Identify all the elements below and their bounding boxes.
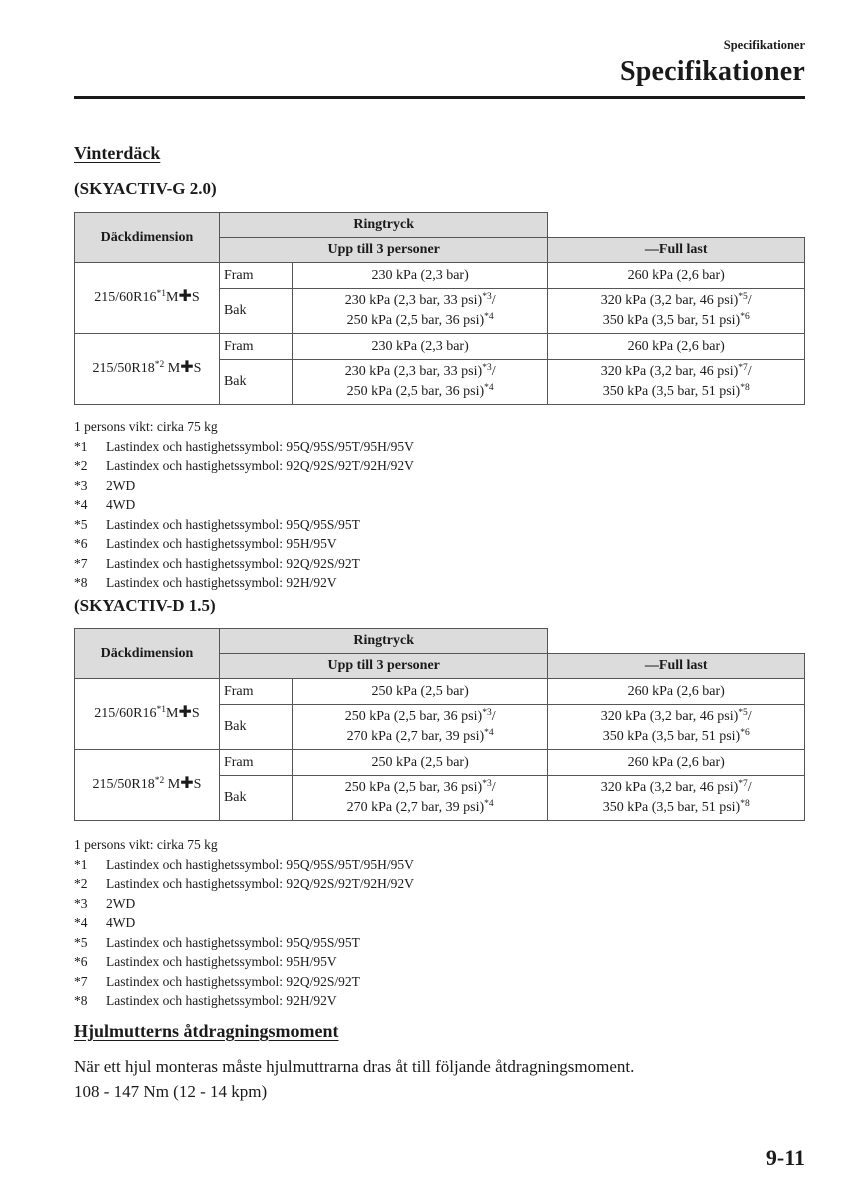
value-cell: 250 kPa (2,5 bar) bbox=[292, 750, 548, 776]
note-item: *7 Lastindex och hastighetssymbol: 92Q/92S/92T bbox=[74, 555, 360, 571]
note-item: *4 4WD bbox=[74, 497, 136, 512]
note-item: *1 Lastindex och hastighetssymbol: 95Q/95S/95T/95H/95V bbox=[74, 438, 414, 454]
position-bak: Bak bbox=[219, 776, 292, 821]
note-item: *5 Lastindex och hastighetssymbol: 95Q/95S/95T bbox=[74, 934, 360, 950]
tire-pressure-table-g bbox=[74, 212, 805, 405]
note-item: *5 Lastindex och hastighetssymbol: 95Q/95S/95T bbox=[74, 516, 360, 532]
page-number: 9-11 bbox=[765, 1145, 805, 1170]
dimension-cell-2: 215/50R18$^{*2}$ M✚S bbox=[75, 750, 220, 821]
value-cell: 230 kPa (2,3 bar) bbox=[292, 263, 548, 289]
value-cell: 320 kPa (3,2 bar, 46 psi)$^{*5}$/ 350 kPa (3,5 bar, 51 psi)$^{*6}$ bbox=[548, 705, 805, 750]
note-weight: 1 persons vikt: cirka 75 kg bbox=[74, 419, 218, 434]
value-cell: 250 kPa (2,5 bar) bbox=[292, 679, 548, 705]
header-upp-till-3: Upp till 3 personer bbox=[219, 238, 547, 263]
header-ringtryck: Ringtryck bbox=[219, 213, 547, 238]
dimension-cell-1: 215/60R16$^{*1}$M✚S bbox=[75, 679, 220, 750]
footnotes-g bbox=[74, 417, 414, 593]
value-cell: 260 kPa (2,6 bar) bbox=[548, 263, 805, 289]
note-item: *3 2WD bbox=[74, 895, 136, 911]
footnotes-d bbox=[74, 835, 414, 1011]
value-cell: 320 kPa (3,2 bar, 46 psi)$^{*7}$/ 350 kPa (3,5 bar, 51 psi)$^{*8}$ bbox=[548, 776, 805, 821]
value-cell: 260 kPa (2,6 bar) bbox=[548, 750, 805, 776]
plus-icon: ✚ bbox=[178, 286, 192, 305]
section-title-hjulmuttern: Hjulmutterns åtdragningsmoment bbox=[74, 1021, 339, 1041]
note-item: *8 Lastindex och hastighetssymbol: 92H/92V bbox=[74, 575, 337, 590]
running-header: Specifikationer bbox=[723, 38, 805, 52]
position-bak: Bak bbox=[219, 705, 292, 750]
value-cell: 230 kPa (2,3 bar, 33 psi)$^{*3}$/ 250 kPa (2,5 bar, 36 psi)$^{*4}$ bbox=[292, 289, 548, 334]
header-dimension: Däckdimension bbox=[75, 629, 220, 679]
value-cell: 230 kPa (2,3 bar) bbox=[292, 334, 548, 360]
subtitle-skyactiv-g: (SKYACTIV-G 2.0) bbox=[74, 179, 217, 198]
value-cell: 250 kPa (2,5 bar, 36 psi)$^{*3}$/ 270 kPa (2,7 bar, 39 psi)$^{*4}$ bbox=[292, 705, 548, 750]
header-upp-till-3: Upp till 3 personer bbox=[219, 654, 547, 679]
subtitle-skyactiv-d: (SKYACTIV-D 1.5) bbox=[74, 596, 216, 615]
value-cell: 260 kPa (2,6 bar) bbox=[548, 334, 805, 360]
position-bak: Bak bbox=[219, 360, 292, 405]
note-weight: 1 persons vikt: cirka 75 kg bbox=[74, 837, 218, 852]
header-dimension: Däckdimension bbox=[75, 213, 220, 263]
torque-description: När ett hjul monteras måste hjulmuttrarna dras åt till följande åtdragningsmoment. bbox=[74, 1057, 635, 1076]
value-cell: 320 kPa (3,2 bar, 46 psi)$^{*7}$/ 350 kPa (3,5 bar, 51 psi)$^{*8}$ bbox=[548, 360, 805, 405]
position-bak: Bak bbox=[219, 289, 292, 334]
note-item: *2 Lastindex och hastighetssymbol: 92Q/92S/92T/92H/92V bbox=[74, 458, 414, 473]
dimension-cell-1: 215/60R16$^{*1}$M✚S bbox=[75, 263, 220, 334]
header-full-last: —Full last bbox=[548, 238, 805, 263]
position-fram: Fram bbox=[219, 679, 292, 705]
plus-icon: ✚ bbox=[180, 773, 194, 792]
value-cell: 250 kPa (2,5 bar, 36 psi)$^{*3}$/ 270 kPa (2,7 bar, 39 psi)$^{*4}$ bbox=[292, 776, 548, 821]
value-cell: 230 kPa (2,3 bar, 33 psi)$^{*3}$/ 250 kPa (2,5 bar, 36 psi)$^{*4}$ bbox=[292, 360, 548, 405]
torque-value: 108 - 147 Nm (12 - 14 kpm) bbox=[74, 1082, 268, 1101]
note-item: *3 2WD bbox=[74, 477, 136, 493]
plus-icon: ✚ bbox=[180, 357, 194, 376]
note-item: *8 Lastindex och hastighetssymbol: 92H/92V bbox=[74, 993, 337, 1008]
position-fram: Fram bbox=[219, 263, 292, 289]
value-cell: 320 kPa (3,2 bar, 46 psi)$^{*5}$/ 350 kPa (3,5 bar, 51 psi)$^{*6}$ bbox=[548, 289, 805, 334]
tire-pressure-table-d bbox=[74, 628, 805, 821]
page-title: Specifikationer bbox=[620, 56, 805, 87]
position-fram: Fram bbox=[219, 750, 292, 776]
note-item: *6 Lastindex och hastighetssymbol: 95H/95V bbox=[74, 954, 337, 969]
plus-icon: ✚ bbox=[178, 702, 192, 721]
position-fram: Fram bbox=[219, 334, 292, 360]
value-cell: 260 kPa (2,6 bar) bbox=[548, 679, 805, 705]
note-item: *6 Lastindex och hastighetssymbol: 95H/95V bbox=[74, 536, 337, 551]
note-item: *2 Lastindex och hastighetssymbol: 92Q/92S/92T/92H/92V bbox=[74, 876, 414, 891]
note-item: *1 Lastindex och hastighetssymbol: 95Q/95S/95T/95H/95V bbox=[74, 856, 414, 872]
header-ringtryck: Ringtryck bbox=[219, 629, 547, 654]
header-divider bbox=[74, 96, 805, 99]
header-full-last: —Full last bbox=[548, 654, 805, 679]
note-item: *7 Lastindex och hastighetssymbol: 92Q/92S/92T bbox=[74, 973, 360, 989]
section-title-vinterdack: Vinterdäck bbox=[74, 143, 161, 163]
dimension-cell-2: 215/50R18$^{*2}$ M✚S bbox=[75, 334, 220, 405]
note-item: *4 4WD bbox=[74, 915, 136, 930]
